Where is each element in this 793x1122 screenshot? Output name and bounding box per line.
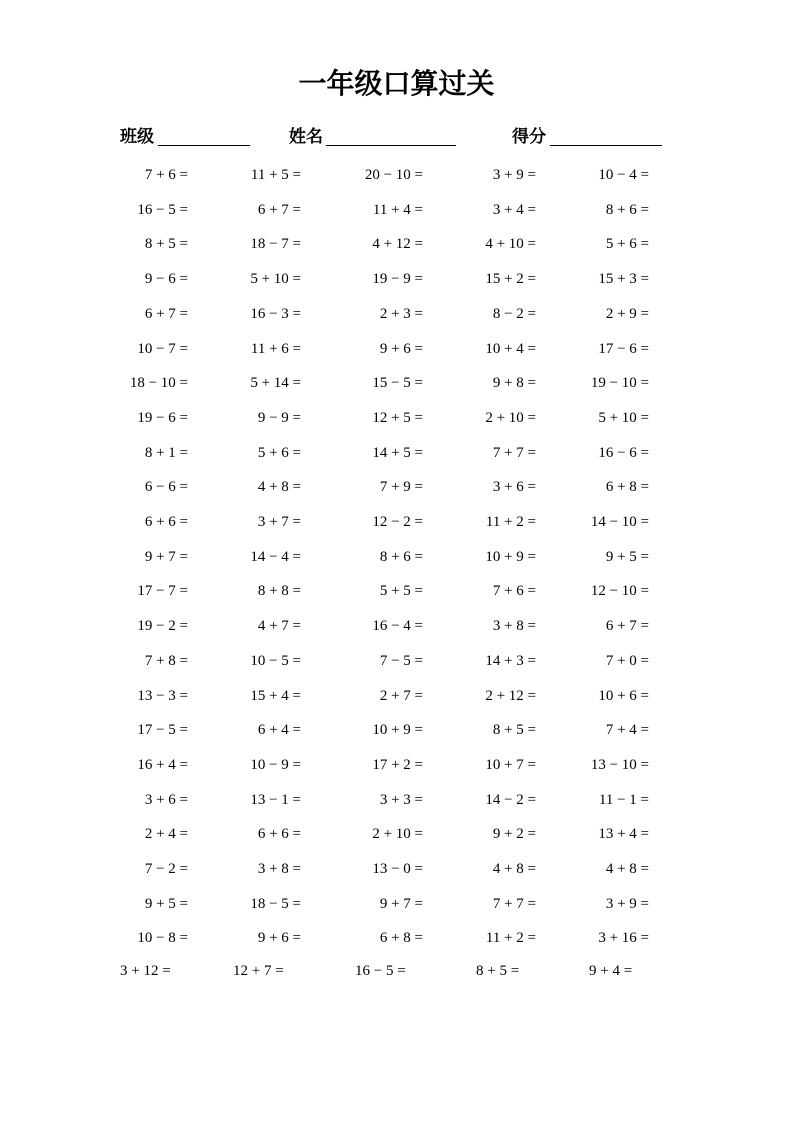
arithmetic-problem: 8 + 6 = [605,201,649,218]
arithmetic-problem: 14 − 4 = [250,548,301,565]
arithmetic-problem: 19 − 10 = [590,375,649,392]
arithmetic-problem: 7 − 2 = [144,861,188,877]
arithmetic-problem: 3 + 16 = [598,930,649,947]
arithmetic-problem: 9 + 8 = [492,375,536,392]
arithmetic-problem: 2 + 7 = [379,687,423,704]
arithmetic-problem: 9 + 5 = [605,548,649,565]
arithmetic-problem: 19 − 9 = [372,271,423,288]
arithmetic-problem: 7 + 0 = [605,652,649,669]
arithmetic-problem: 7 + 8 = [144,652,188,669]
arithmetic-problem: 10 + 4 = [485,340,536,357]
arithmetic-problem: 4 + 12 = [372,236,423,253]
arithmetic-problem: 13 + 4 = [598,826,649,843]
arithmetic-problem: 16 − 5 = [355,963,406,979]
arithmetic-problem: 12 − 10 = [590,583,649,600]
arithmetic-problem: 3 + 9 = [492,167,536,183]
arithmetic-problem: 18 − 10 = [129,375,188,392]
arithmetic-problem: 13 − 1 = [250,791,301,808]
arithmetic-problem: 7 + 4 = [605,722,649,739]
arithmetic-problem: 9 + 6 = [257,930,301,947]
arithmetic-problem: 7 + 6 = [144,167,188,183]
arithmetic-problem: 2 + 12 = [485,687,536,704]
arithmetic-problem: 10 + 9 = [485,548,536,565]
arithmetic-problem: 3 + 3 = [379,791,423,808]
arithmetic-problem: 9 + 4 = [589,963,633,979]
name-input-line[interactable] [326,145,456,146]
arithmetic-problem: 10 − 5 = [250,652,301,669]
arithmetic-problem: 8 + 8 = [257,583,301,600]
arithmetic-problem: 12 + 7 = [233,963,284,979]
arithmetic-problem: 10 + 6 = [598,687,649,704]
arithmetic-problem: 14 − 2 = [485,791,536,808]
arithmetic-problem: 19 − 2 = [137,618,188,635]
arithmetic-problem: 16 − 4 = [372,618,423,635]
arithmetic-problem: 7 − 5 = [379,652,423,669]
arithmetic-problem: 6 + 7 = [605,618,649,635]
arithmetic-problem: 3 + 6 = [492,479,536,496]
arithmetic-problem: 11 + 6 = [250,340,301,357]
arithmetic-problem: 6 + 4 = [257,722,301,739]
arithmetic-problem: 3 + 6 = [144,791,188,808]
arithmetic-problem: 6 − 6 = [144,479,188,496]
arithmetic-problem: 3 + 4 = [492,201,536,218]
arithmetic-problem: 17 − 7 = [137,583,188,600]
arithmetic-problem: 2 + 4 = [144,826,188,843]
arithmetic-problem: 10 − 4 = [598,167,649,183]
arithmetic-problem: 15 + 3 = [598,271,649,288]
arithmetic-problem: 5 + 14 = [250,375,301,392]
arithmetic-problem: 11 + 4 = [372,201,423,218]
arithmetic-problem: 3 + 7 = [257,514,301,530]
arithmetic-problem: 6 + 7 = [144,305,188,322]
arithmetic-problem: 2 + 10 = [372,826,423,843]
arithmetic-problem: 2 + 10 = [485,409,536,426]
arithmetic-problem: 16 − 5 = [137,201,188,218]
arithmetic-problem: 4 + 8 = [605,861,649,877]
class-input-line[interactable] [158,145,250,146]
arithmetic-problem: 8 + 5 = [476,963,520,979]
arithmetic-problem: 20 − 10 = [364,167,423,183]
arithmetic-problem: 3 + 8 = [492,618,536,635]
arithmetic-problem: 2 + 9 = [605,305,649,322]
name-label: 姓名 [289,127,323,147]
arithmetic-problem: 5 + 6 = [257,444,301,461]
arithmetic-problem: 8 − 2 = [492,305,536,322]
arithmetic-problem: 4 + 8 = [492,861,536,877]
arithmetic-problem: 12 − 2 = [372,514,423,530]
arithmetic-problem: 10 + 9 = [372,722,423,739]
arithmetic-problem: 8 + 5 = [492,722,536,739]
arithmetic-problem: 13 − 10 = [590,756,649,773]
arithmetic-problem: 19 − 6 = [137,409,188,426]
arithmetic-problem: 18 − 5 = [250,895,301,912]
arithmetic-problem: 13 − 0 = [372,861,423,877]
arithmetic-problem: 5 + 10 = [598,409,649,426]
arithmetic-problem: 12 + 5 = [372,409,423,426]
arithmetic-problem: 8 + 1 = [144,444,188,461]
arithmetic-problem: 11 + 2 = [485,930,536,947]
arithmetic-problem: 6 + 8 = [379,930,423,947]
arithmetic-problem: 10 − 9 = [250,756,301,773]
arithmetic-problem: 6 + 6 = [257,826,301,843]
arithmetic-problem: 14 + 5 = [372,444,423,461]
arithmetic-problem: 14 + 3 = [485,652,536,669]
arithmetic-problem: 9 + 6 = [379,340,423,357]
arithmetic-problem: 11 + 2 = [485,514,536,530]
arithmetic-problem: 15 + 4 = [250,687,301,704]
worksheet-title: 一年级口算过关 [298,67,495,100]
score-label: 得分 [512,127,546,147]
arithmetic-problem: 10 − 7 = [137,340,188,357]
arithmetic-problem: 9 + 7 = [144,548,188,565]
arithmetic-problem: 3 + 12 = [120,963,171,979]
arithmetic-problem: 10 − 8 = [137,930,188,947]
arithmetic-problem: 15 − 5 = [372,375,423,392]
arithmetic-problem: 9 + 5 = [144,895,188,912]
arithmetic-problem: 14 − 10 = [590,514,649,530]
arithmetic-problem: 4 + 8 = [257,479,301,496]
arithmetic-problem: 16 − 3 = [250,305,301,322]
arithmetic-problem: 9 − 6 = [144,271,188,288]
arithmetic-problem: 17 − 5 = [137,722,188,739]
arithmetic-problem: 8 + 5 = [144,236,188,253]
arithmetic-problem: 16 − 6 = [598,444,649,461]
arithmetic-problem: 9 − 9 = [257,409,301,426]
arithmetic-problem: 4 + 10 = [485,236,536,253]
arithmetic-problem: 16 + 4 = [137,756,188,773]
arithmetic-problem: 10 + 7 = [485,756,536,773]
arithmetic-problem: 9 + 7 = [379,895,423,912]
arithmetic-problem: 8 + 6 = [379,548,423,565]
arithmetic-problem: 18 − 7 = [250,236,301,253]
arithmetic-problem: 7 + 7 = [492,444,536,461]
arithmetic-problem: 13 − 3 = [137,687,188,704]
arithmetic-problem: 11 − 1 = [598,791,649,808]
arithmetic-problem: 6 + 7 = [257,201,301,218]
score-input-line[interactable] [550,145,662,146]
arithmetic-problem: 7 + 9 = [379,479,423,496]
arithmetic-problem: 7 + 6 = [492,583,536,600]
arithmetic-problem: 3 + 9 = [605,895,649,912]
arithmetic-problem: 5 + 5 = [379,583,423,600]
arithmetic-problem: 3 + 8 = [257,861,301,877]
arithmetic-problem: 15 + 2 = [485,271,536,288]
arithmetic-problem: 7 + 7 = [492,895,536,912]
arithmetic-problem: 17 − 6 = [598,340,649,357]
class-label: 班级 [120,127,154,147]
arithmetic-problem: 9 + 2 = [492,826,536,843]
arithmetic-problem: 6 + 8 = [605,479,649,496]
arithmetic-problem: 5 + 6 = [605,236,649,253]
arithmetic-problem: 5 + 10 = [250,271,301,288]
arithmetic-problem: 11 + 5 = [250,167,301,183]
arithmetic-problem: 17 + 2 = [372,756,423,773]
arithmetic-problem: 2 + 3 = [379,305,423,322]
arithmetic-problem: 4 + 7 = [257,618,301,635]
arithmetic-problem: 6 + 6 = [144,514,188,530]
